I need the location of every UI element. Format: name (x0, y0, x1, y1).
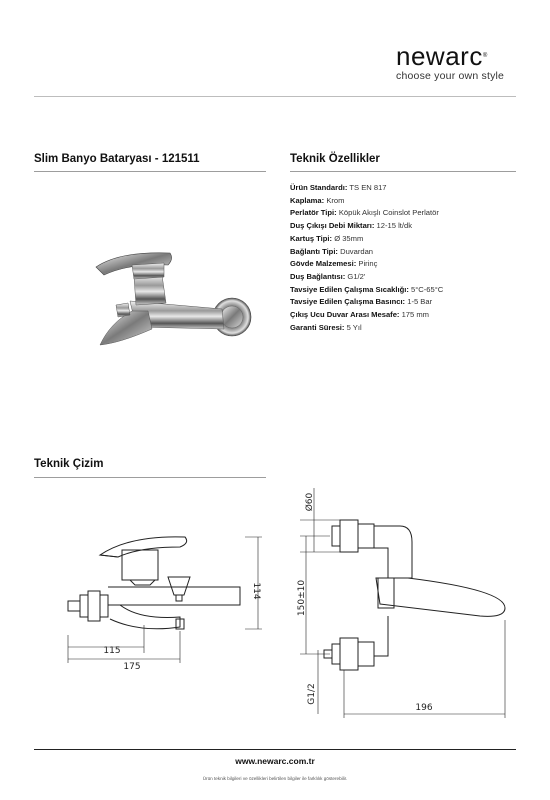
header-divider (34, 96, 516, 97)
dim-150: 150±10 (297, 579, 307, 617)
brand-wordmark (396, 41, 516, 71)
spec-key: Ürün Standardı: (290, 183, 348, 192)
spec-value: 175 mm (401, 310, 430, 320)
spec-key: Duş Çıkışı Debi Miktarı: (290, 221, 375, 231)
spec-value: 12-15 lt/dk (376, 221, 412, 231)
spec-key: Gövde Malzemesi: (290, 259, 357, 269)
specs-title-rule (290, 171, 516, 172)
dim-196: 196 (415, 703, 433, 713)
spec-row (290, 220, 530, 233)
spec-list (290, 182, 530, 334)
dim-115: 115 (103, 646, 121, 656)
spec-value: Ø 35mm (334, 233, 364, 243)
spec-value: 5°C-65°C (411, 284, 444, 294)
spec-row (290, 233, 530, 246)
spec-row (290, 182, 530, 195)
dim-g12: G1/2 (307, 683, 317, 705)
product-title-rule (34, 171, 266, 172)
footer-disclaimer: Ürün teknik bilgileri ve özellikleri belirtilen bilgiler ile farklılık gösterebilir. (202, 776, 348, 781)
spec-key: Tavsiye Edilen Çalışma Sıcaklığı: (290, 284, 409, 294)
spec-value: 1-5 Bar (407, 297, 433, 307)
product-title: Slim Banyo Bataryası - 121511 (34, 153, 200, 165)
spec-value: G1/2' (347, 271, 366, 281)
spec-key: Bağlantı Tipi: (290, 246, 338, 256)
brand-tagline: choose your own style (396, 70, 505, 82)
spec-value: Köpük Akışlı Coinslot Perlatör (338, 208, 439, 218)
spec-row (290, 284, 530, 297)
spec-value: Krom (326, 195, 345, 205)
spec-key: Duş Bağlantısı: (290, 271, 346, 281)
drawing-title: Teknik Çizim (34, 458, 104, 470)
spec-row (290, 246, 530, 259)
side-view-drawing (40, 525, 270, 675)
spec-row (290, 322, 530, 335)
brand-name: newarc (396, 41, 483, 71)
dim-175: 175 (123, 662, 141, 672)
spec-value: Duvardan (340, 246, 374, 256)
spec-row (290, 271, 530, 284)
drawing-title-rule (34, 477, 266, 478)
spec-key: Çıkış Ucu Duvar Arası Mesafe: (290, 310, 400, 320)
spec-key: Garanti Süresi: (290, 322, 345, 332)
front-view-drawing (297, 486, 515, 721)
spec-row (290, 309, 530, 322)
registered-mark: ® (482, 53, 488, 59)
footer-divider (34, 749, 516, 750)
dim-diameter-60: Ø60 (305, 492, 315, 512)
spec-value: TS EN 817 (349, 183, 387, 192)
specs-title: Teknik Özellikler (290, 153, 380, 165)
dim-114: 114 (251, 582, 261, 600)
spec-key: Perlatör Tipi: (290, 208, 337, 218)
product-image (90, 245, 260, 360)
spec-row (290, 195, 530, 208)
spec-key: Tavsiye Edilen Çalışma Basıncı: (290, 297, 406, 307)
footer-url[interactable]: www.newarc.com.tr (235, 756, 315, 766)
brand-logo (396, 41, 516, 82)
spec-row (290, 296, 530, 309)
spec-value: Pirinç (358, 259, 378, 269)
spec-row (290, 258, 530, 271)
spec-row (290, 207, 530, 220)
spec-key: Kaplama: (290, 195, 325, 205)
spec-key: Kartuş Tipi: (290, 233, 333, 243)
spec-value: 5 Yıl (346, 322, 362, 332)
